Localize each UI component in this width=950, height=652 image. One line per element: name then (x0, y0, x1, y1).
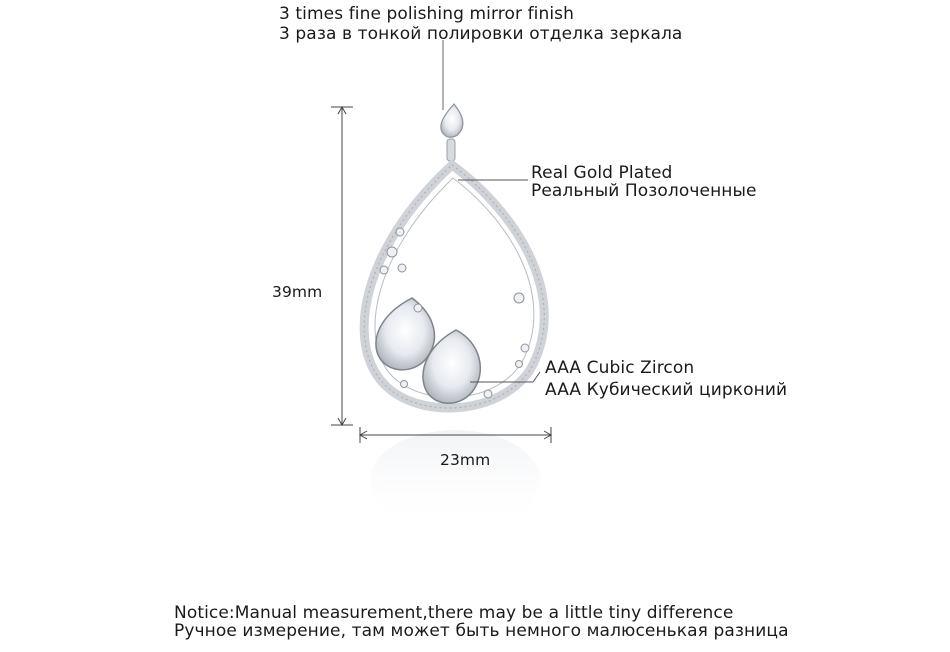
polish-label-en: 3 times fine polishing mirror finish (279, 4, 575, 24)
reflection (370, 430, 540, 530)
height-dimension-line (331, 107, 353, 425)
polish-label-ru: 3 раза в тонкой полировки отделка зеркала (279, 24, 683, 44)
notice-label-en: Notice:Manual measurement,there may be a little tiny difference (174, 603, 734, 623)
stone-label-en: AAA Cubic Zircon (545, 358, 695, 378)
plating-label-en: Real Gold Plated (531, 163, 673, 183)
height-dimension-label: 39mm (272, 283, 323, 301)
notice-label-ru: Ручное измерение, там может быть немного малюсенькая разница (174, 621, 789, 641)
width-dimension-label: 23mm (440, 451, 491, 469)
stone-label-ru: AAA Кубический цирконий (545, 380, 788, 400)
earring-image (364, 40, 544, 408)
plating-label-ru: Реальный Позолоченные (531, 181, 757, 201)
